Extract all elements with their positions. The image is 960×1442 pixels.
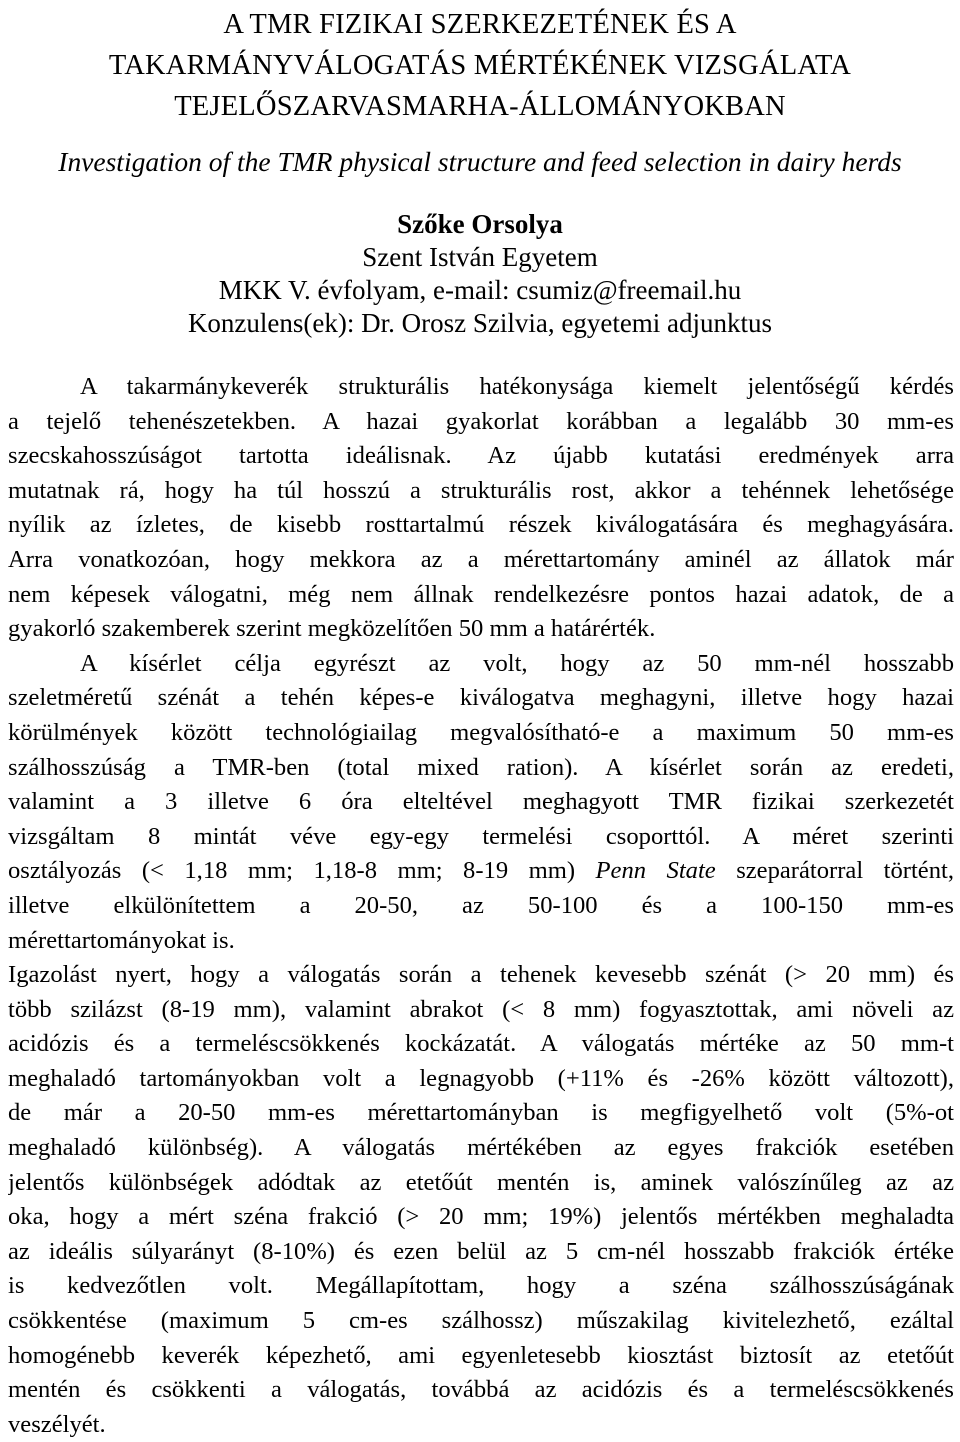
english-subtitle: Investigation of the TMR physical structure and feed selection in dairy herds xyxy=(58,146,902,177)
author-university: Szent István Egyetem xyxy=(362,242,598,272)
abstract-line: valamint a 3 illetve 6 óra elteltével meghagyott TMR fizikai szerkezetét xyxy=(8,788,954,816)
abstract-line: csökkentése (maximum 5 cm-es szálhossz) műszakilag kivitelezhető, ezáltal xyxy=(8,1307,954,1335)
abstract-line: szálhosszúság a TMR-ben (total mixed ration). A kísérlet során az eredeti, xyxy=(8,753,954,781)
author-name: Szőke Orsolya xyxy=(397,209,563,239)
abstract-line: mutatnak rá, hogy ha túl hosszú a strukturális rost, akkor a tehénnek lehetősége xyxy=(8,476,954,504)
title-line: TAKARMÁNYVÁLOGATÁS MÉRTÉKÉNEK VIZSGÁLATA xyxy=(108,50,852,81)
abstract-line-end: szeparátorral történt, xyxy=(715,857,954,885)
abstract-line-mixed xyxy=(8,854,954,889)
abstract-line: nem képesek válogatni, még nem állnak rendelkezésre pontos hazai adatok, de a xyxy=(8,580,954,608)
author-block xyxy=(0,208,960,340)
abstract-line: homogénebb keverék képezhető, ami egyenletesebb kiosztást biztosít az etetőút xyxy=(8,1341,954,1369)
penn-state-term: Penn State xyxy=(595,857,716,885)
abstract-line: körülmények között technológiailag megvalósítható-e a maximum 50 mm-es xyxy=(8,718,954,746)
title-line: A TMR FIZIKAI SZERKEZETÉNEK ÉS A xyxy=(223,9,737,40)
abstract-line: illetve elkülönítettem a 20-50, az 50-100 és a 100-150 mm-es xyxy=(8,891,954,919)
paper-title xyxy=(0,4,960,127)
abstract-line: acidózis és a termeléscsökkenés kockázatát. A válogatás mértéke az 50 mm-t xyxy=(8,1030,954,1058)
abstract-line: több szilázst (8-19 mm), valamint abrakot (< 8 mm) fogyasztottak, ami növeli az xyxy=(8,995,954,1023)
abstract-line-start: osztályozás (< 1,18 mm; 1,18-8 mm; 8-19 mm) xyxy=(8,857,596,885)
abstract-line: veszélyét. xyxy=(8,1410,106,1438)
abstract-line: a tejelő tehenészetekben. A hazai gyakorlat korábban a legalább 30 mm-es xyxy=(8,407,954,435)
abstract-body xyxy=(8,370,954,1442)
author-consultant: Konzulens(ek): Dr. Orosz Szilvia, egyetemi adjunktus xyxy=(187,308,773,338)
abstract-line: vizsgáltam 8 mintát véve egy-egy termelési csoporttól. A méret szerinti xyxy=(8,822,954,850)
abstract-line: gyakorló szakemberek szerint megközelítően 50 mm a határérték. xyxy=(8,615,656,643)
abstract-line: meghaladó tartományokban volt a legnagyobb (+11% és -26% között változott), xyxy=(8,1064,954,1092)
abstract-line: is kedvezőtlen volt. Megállapítottam, hogy a széna szálhosszúságának xyxy=(8,1272,954,1300)
abstract-line: mentén és csökkenti a válogatás, továbbá az acidózis és a termeléscsökkenés xyxy=(8,1376,954,1404)
author-course-email: MKK V. évfolyam, e-mail: csumiz@freemail.hu xyxy=(218,275,742,305)
abstract-line: szeletméretű szénát a tehén képes-e kiválogatva meghagyni, illetve hogy hazai xyxy=(8,684,954,712)
abstract-line: oka, hogy a mért széna frakció (> 20 mm; 19%) jelentős mértékben meghaladta xyxy=(8,1203,954,1231)
title-line: TEJELŐSZARVASMARHA-ÁLLOMÁNYOKBAN xyxy=(174,91,786,122)
abstract-line: de már a 20-50 mm-es mérettartományban is megfigyelhető volt (5%-ot xyxy=(8,1099,954,1127)
abstract-line: Arra vonatkozóan, hogy mekkora az a mérettartomány aminél az állatok már xyxy=(8,545,954,573)
abstract-line: A takarmánykeverék strukturális hatékonysága kiemelt jelentőségű kérdés xyxy=(80,373,954,400)
abstract-line: szecskahosszúságot tartotta ideálisnak. Az újabb kutatási eredmények arra xyxy=(8,442,954,470)
abstract-line: Igazolást nyert, hogy a válogatás során a tehenek kevesebb szénát (> 20 mm) és xyxy=(8,961,954,989)
abstract-line: nyílik az ízletes, de kisebb rosttartalmú részek kiválogatására és meghagyására. xyxy=(8,511,954,539)
abstract-line: jelentős különbségek adódtak az etetőút mentén is, aminek valószínűleg az az xyxy=(8,1168,954,1196)
abstract-line: A kísérlet célja egyrészt az volt, hogy az 50 mm-nél hosszabb xyxy=(80,649,954,677)
abstract-line: meghaladó különbség). A válogatás mértékében az egyes frakciók esetében xyxy=(8,1134,954,1162)
abstract-line: az ideális súlyarányt (8-10%) és ezen belül az 5 cm-nél hosszabb frakciók értéke xyxy=(8,1237,954,1265)
abstract-line: mérettartományokat is. xyxy=(8,926,235,954)
